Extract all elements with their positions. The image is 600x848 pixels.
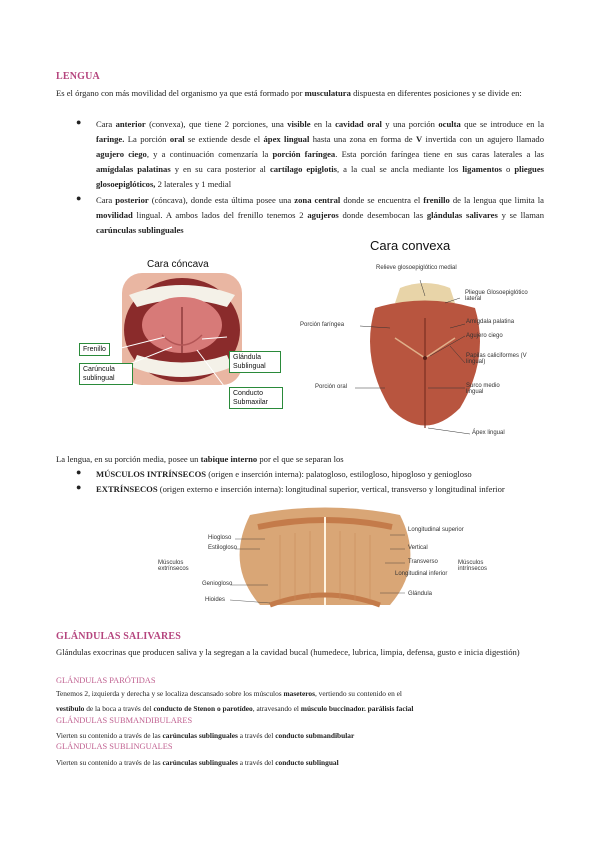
- figure-title-concava: Cara cóncava: [147, 259, 209, 270]
- sublinguales-text: Vierten su contenido a través de las carúnculas sublinguales a través del conducto sublingual: [56, 758, 339, 767]
- parotidas-line-1: Tenemos 2, izquierda y derecha y se localiza descansado sobre los músculos maseteros, vertiendo su contenido en el: [56, 689, 402, 698]
- section-title-glandulas: GLÁNDULAS SALIVARES: [56, 631, 182, 642]
- label-amigdala-palatina: Amígdala palatina: [466, 319, 515, 325]
- submandibulares-text: Vierten su contenido a través de las carúnculas sublinguales a través del conducto submandibular: [56, 731, 355, 740]
- bullet-posterior: ●: [76, 193, 82, 203]
- parotidas-line-2: vestíbulo de la boca a través del conducto de Stenon o parotídeo, atravesando el músculo buccinador. parálisis facial: [56, 704, 414, 713]
- label-porcion-faringea: Porción faríngea: [300, 322, 345, 328]
- glandulas-intro: Glándulas exocrinas que producen saliva y la segregan a la cavidad bucal (humedece, lubrica, limpia, defensa, gusto e inicia digestión): [56, 647, 520, 657]
- figure-cara-convexa: [300, 238, 550, 443]
- label-papilas-caliciformes: Papilas caliciformes (V lingual): [466, 353, 527, 365]
- label-hiogloso: Hiogloso: [208, 535, 232, 541]
- label-glandula: Glándula: [408, 591, 433, 597]
- label-estilogloso: Estilogloso: [208, 545, 238, 551]
- figure-cara-concava: [77, 255, 287, 425]
- label-glandula-sublingual: Glándula Sublingual: [229, 351, 281, 373]
- label-frenillo: Frenillo: [79, 343, 110, 356]
- label-geniogloso: Geniogloso: [202, 581, 233, 587]
- paragraph-porcion-media: La lengua, en su porción media, posee un tabique interno por el que se separan los: [56, 454, 344, 464]
- label-pliegue-glosoepiglotico: Pliegue Glosoepiglótico lateral: [465, 290, 528, 302]
- section-title-lengua: LENGUA: [56, 71, 100, 82]
- subtitle-parotidas: GLÁNDULAS PARÓTIDAS: [56, 676, 156, 685]
- bullet-anterior: ●: [76, 117, 82, 127]
- subtitle-submandibulares: GLÁNDULAS SUBMANDIBULARES: [56, 716, 193, 725]
- label-apex-lingual: Ápex lingual: [472, 430, 505, 436]
- label-vertical: Vertical: [408, 545, 428, 551]
- bullet-intrinsecos: ●: [76, 467, 82, 477]
- label-caruncula: Carúncula sublingual: [79, 363, 133, 385]
- label-transverso: Transverso: [408, 559, 438, 565]
- label-relieve-glosoepiglotico: Relieve glosoepiglótico medial: [376, 265, 457, 271]
- label-porcion-oral: Porción oral: [315, 384, 348, 390]
- lengua-intro: Es el órgano con más movilidad del organismo ya que está formado por musculatura dispuesta en diferentes posiciones y se divide en:: [56, 88, 522, 98]
- subtitle-sublinguales: GLÁNDULAS SUBLINGUALES: [56, 742, 173, 751]
- label-conducto-submaxilar: Conducto Submaxilar: [229, 387, 283, 409]
- figure-title-convexa: Cara convexa: [370, 238, 451, 253]
- paragraph-musculos-intrinsecos: MÚSCULOS INTRÍNSECOS (origen e inserción interna): palatogloso, estilogloso, hipogloso y geniogloso: [96, 469, 472, 479]
- paragraph-cara-anterior: Cara anterior (convexa), que tiene 2 porciones, una visible en la cavidad oral y una porción oculta que se introduce en la faringe. La porción oral se extiende desde el ápex lingual hasta una zona en forma de V invertida con un agujero llamado agujero ciego, y a continuación comenzaría la porción faríngea. Esta porción faríngea tiene en sus caras laterales a las amígdalas palatinas y en su cara posterior al cartílago epiglotis, a la cual se ancla mediante los ligamentos o pliegues glosoepiglóticos, 2 laterales y 1 medial: [96, 119, 545, 189]
- label-agujero-ciego: Agujero ciego: [466, 333, 503, 339]
- paragraph-cara-posterior: Cara posterior (cóncava), donde esta última posee una zona central donde se encuentra el frenillo de la lengua que limita la movilidad lingual. A ambos lados del frenillo tenemos 2 agujeros donde desembocan las glándulas salivares y se llaman carúnculas sublinguales: [96, 195, 545, 235]
- label-musculos-extrinsecos: Músculos extrínsecos: [158, 560, 189, 572]
- bullet-extrinsecos: ●: [76, 482, 82, 492]
- label-longitudinal-superior: Longitudinal superior: [408, 527, 464, 533]
- label-hioides: Hioides: [205, 597, 226, 603]
- muscles-illustration: [150, 505, 500, 617]
- label-surco-medio: Surco medio lingual: [466, 383, 500, 395]
- label-musculos-intrinsecos: Músculos intrínsecos: [458, 560, 488, 572]
- label-longitudinal-inferior: Longitudinal inferior: [395, 571, 448, 577]
- paragraph-musculos-extrinsecos: EXTRÍNSECOS (origen externo e inserción interna): longitudinal superior, vertical, transverso y longitudinal inferior: [96, 484, 505, 494]
- figure-musculos-lengua: [150, 505, 500, 617]
